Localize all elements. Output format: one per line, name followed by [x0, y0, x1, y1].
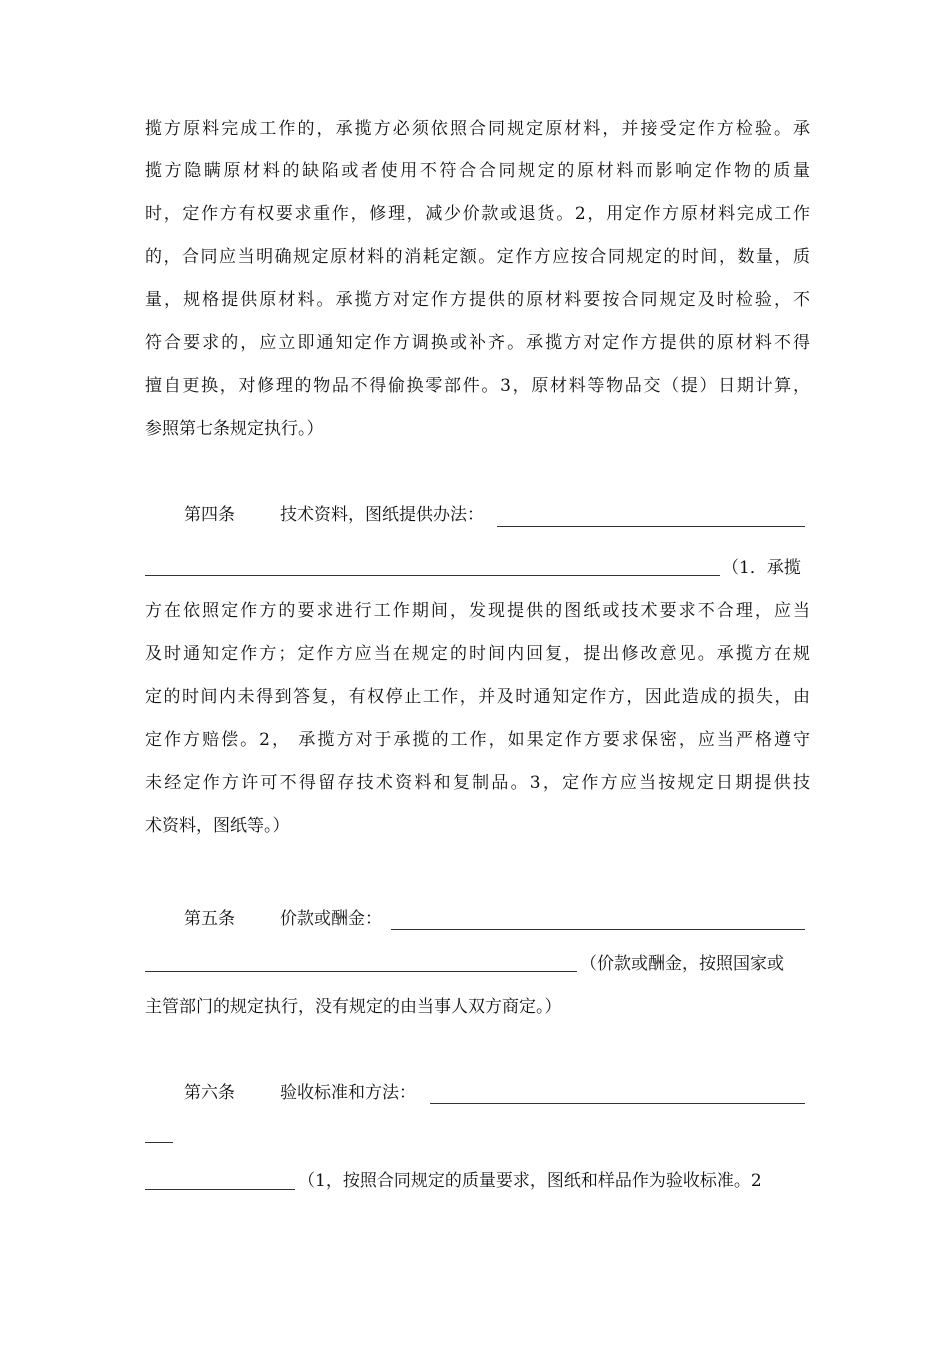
article4-line-4: 定作方赔偿。2， 承揽方对于承揽的工作，如果定作方要求保密，应当严格遵守 — [145, 730, 810, 750]
para3-line-2: 揽方隐瞒原材料的缺陷或者使用不符合合同规定的原材料而影响定作物的质量 — [145, 161, 810, 181]
para3-line-1: 揽方原料完成工作的，承揽方必须依照合同规定原材料，并接受定作方检验。承 — [145, 119, 810, 139]
article6-heading — [184, 1082, 416, 1104]
article5-blank-1[interactable] — [391, 929, 805, 930]
article4-line-3: 定的时间内未得到答复，有权停止工作，并及时通知定作方，因此造成的损失，由 — [145, 687, 810, 707]
para3-line-6: 符合要求的，应立即通知定作方调换或补齐。承揽方对定作方提供的原材料不得 — [145, 333, 810, 353]
article4-line-2: 及时通知定作方；定作方应当在规定的时间内回复，提出修改意见。承揽方在规 — [145, 644, 810, 664]
para3-line-5: 量，规格提供原材料。承揽方对定作方提供的原材料要按合同规定及时检验，不 — [145, 290, 810, 310]
para3-line-7: 擅自更换，对修理的物品不得偷换零部件。3，原材料等物品交（提）日期计算， — [145, 376, 810, 396]
article6-title: 验收标准和方法： — [280, 1083, 416, 1103]
para3-line-8: 参照第七条规定执行。） — [145, 419, 324, 439]
article5-heading — [184, 908, 382, 930]
article5-number: 第五条 — [184, 909, 235, 929]
article6-number: 第六条 — [184, 1083, 235, 1103]
para3-line-4: 的，合同应当明确规定原材料的消耗定额。定作方应按合同规定的时间，数量，质 — [145, 247, 810, 267]
article5-note-start: （价款或酬金，按照国家或 — [580, 954, 784, 974]
article6-blank-3[interactable] — [145, 1189, 295, 1190]
article4-number: 第四条 — [184, 505, 235, 525]
article5-line-1: 主管部门的规定执行，没有规定的由当事人双方商定。） — [145, 997, 562, 1017]
para3-line-3: 时，定作方有权要求重作，修理，减少价款或退货。2，用定作方原材料完成工作 — [145, 204, 810, 224]
article6-note-start: （1，按照合同规定的质量要求，图纸和样品作为验收标准。2 — [298, 1171, 762, 1191]
article6-blank-1[interactable] — [430, 1103, 805, 1104]
article5-title: 价款或酬金： — [280, 909, 382, 929]
article5-blank-2[interactable] — [145, 971, 577, 972]
article4-heading — [184, 504, 484, 526]
article4-blank-2[interactable] — [145, 575, 720, 576]
article4-line-1: 方在依照定作方的要求进行工作期间，发现提供的图纸或技术要求不合理，应当 — [145, 601, 810, 621]
article4-blank-1[interactable] — [497, 526, 805, 527]
article4-title: 技术资料，图纸提供办法： — [280, 505, 484, 525]
article6-blank-2[interactable] — [145, 1142, 173, 1143]
article4-note-start: （1．承揽 — [722, 558, 801, 578]
article4-line-6: 术资料，图纸等。） — [145, 816, 290, 836]
article4-line-5: 未经定作方许可不得留存技术资料和复制品。3，定作方应当按规定日期提供技 — [145, 773, 810, 793]
